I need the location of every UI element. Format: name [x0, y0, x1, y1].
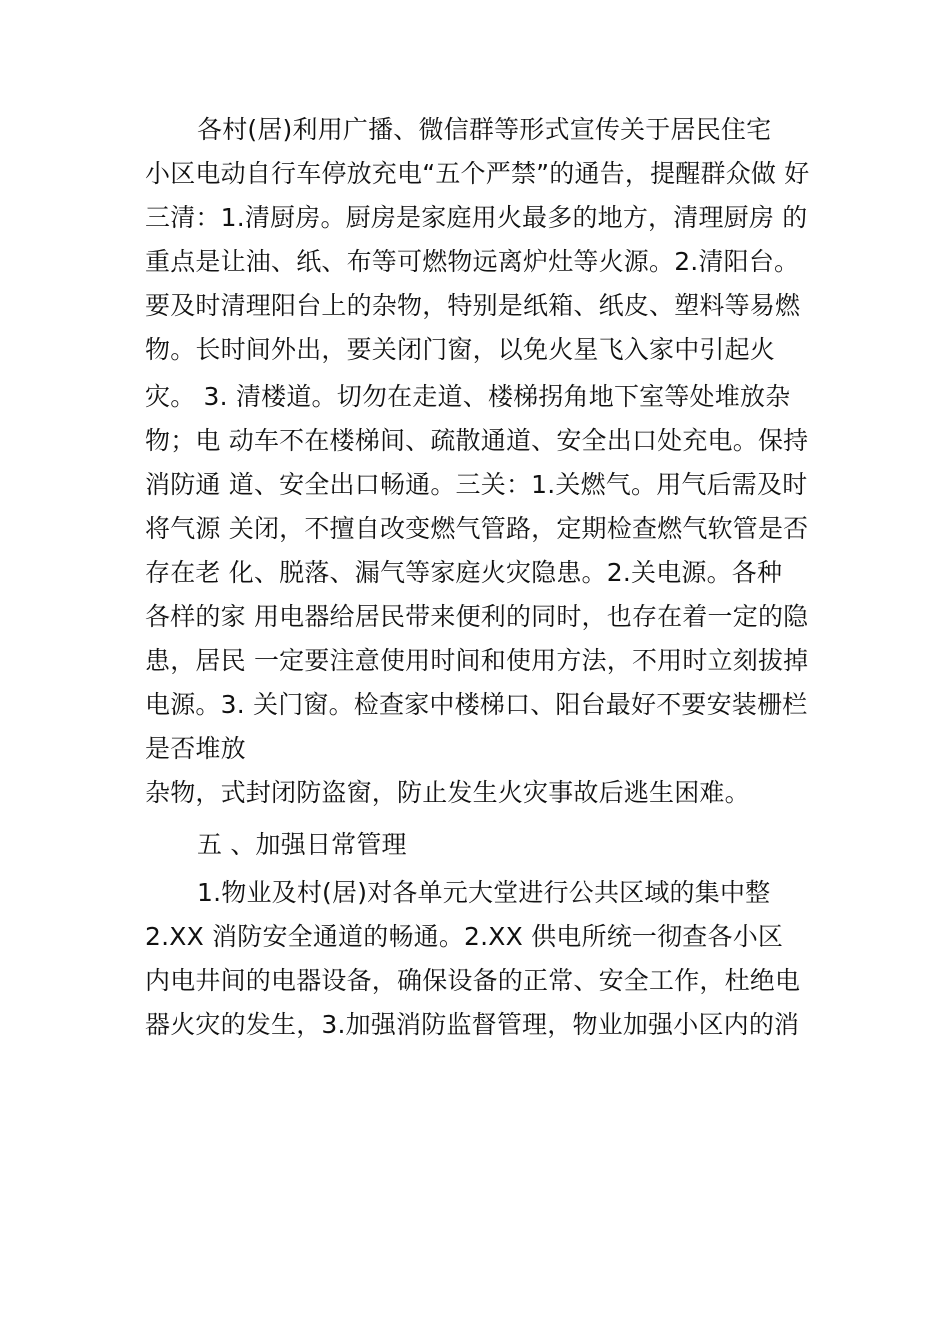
paragraph-line: 器火灾的发生，3.加强消防监督管理，物业加强小区内的消: [145, 1010, 800, 1039]
paragraph-line: 将气源 关闭，不擅自改变燃气管路，定期检查燃气软管是否: [145, 514, 809, 543]
section-heading: 五 、加强日常管理: [197, 830, 407, 859]
paragraph-line: 内电井间的电器设备，确保设备的正常、安全工作，杜绝电: [145, 966, 801, 995]
paragraph-line: 存在老 化、脱落、漏气等家庭火灾隐患。2.关电源。各种: [145, 558, 783, 587]
paragraph-line: 物；电 动车不在楼梯间、疏散通道、安全出口处充电。保持: [145, 426, 809, 455]
paragraph-line: 各样的家 用电器给居民带来便利的同时，也存在着一定的隐: [145, 602, 809, 631]
paragraph-line: 灾。 3. 清楼道。切勿在走道、楼梯拐角地下室等处堆放杂: [145, 382, 791, 411]
paragraph-line: 消防通 道、安全出口畅通。三关：1.关燃气。用气后需及时: [145, 470, 808, 499]
paragraph-line: 患，居民 一定要注意使用时间和使用方法，不用时立刻拔掉: [145, 646, 809, 675]
paragraph-line: 杂物，式封闭防盗窗，防止发生火灾事故后逃生困难。: [145, 778, 750, 807]
paragraph-line: 物。长时间外出，要关闭门窗，以免火星飞入家中引起火: [145, 335, 776, 364]
paragraph-line: 1.物业及村(居)对各单元大堂进行公共区域的集中整: [197, 878, 771, 907]
paragraph-line: 是否堆放: [145, 734, 246, 763]
paragraph-line: 2.XX 消防安全通道的畅通。2.XX 供电所统一彻查各小区: [145, 922, 784, 951]
paragraph-line: 重点是让油、纸、布等可燃物远离炉灶等火源。2.清阳台。: [145, 247, 800, 276]
paragraph-line: 三清：1.清厨房。厨房是家庭用火最多的地方，清理厨房 的: [145, 203, 808, 232]
paragraph-line: 要及时清理阳台上的杂物，特别是纸箱、纸皮、塑料等易燃: [145, 291, 801, 320]
paragraph-line: 各村(居)利用广播、微信群等形式宣传关于居民住宅: [197, 115, 772, 144]
paragraph-line: 电源。3. 关门窗。检查家中楼梯口、阳台最好不要安装栅栏: [145, 690, 808, 719]
paragraph-line: 小区电动自行车停放充电“五个严禁”的通告，提醒群众做 好: [145, 159, 810, 188]
